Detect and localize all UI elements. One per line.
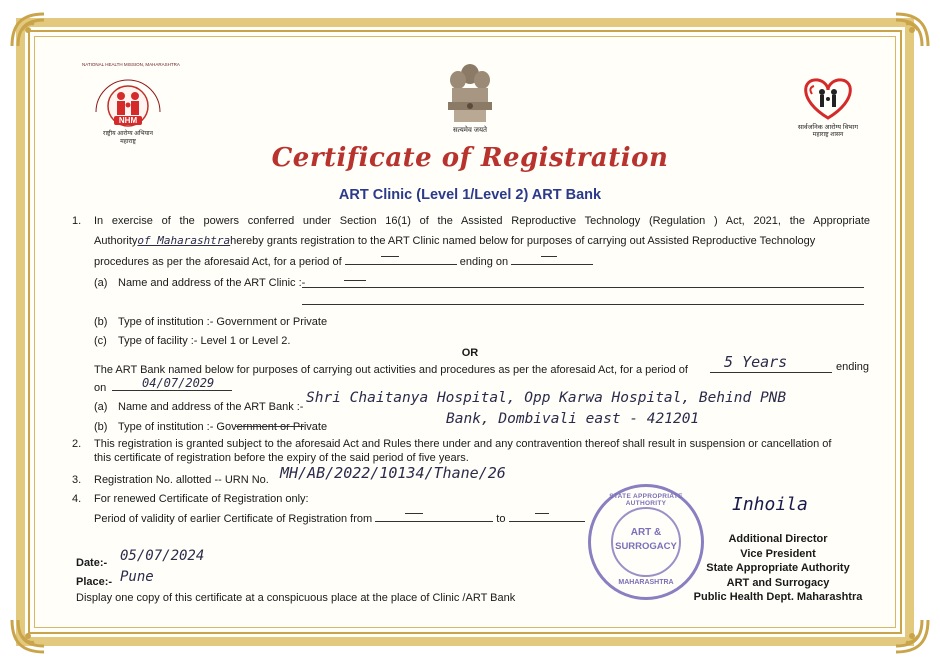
- date-handwritten: 05/07/2024: [120, 548, 205, 564]
- bank-on-label: on: [94, 382, 107, 394]
- public-health-caption-2: महाराष्ट्र शासन: [812, 132, 844, 138]
- nhm-logo: [82, 62, 180, 152]
- validity-to-blank: [509, 511, 585, 522]
- nhm-caption-2: महाराष्ट्र: [120, 139, 136, 145]
- bank-name-handwritten-1: Shri Chaitanya Hospital, Opp Karwa Hospital, Behind PNB: [306, 390, 787, 406]
- corner-ornament-icon: [892, 616, 932, 656]
- bank-name-handwritten-2: Bank, Dombivali east - 421201: [446, 411, 700, 427]
- clause1-a-text: Name and address of the ART Clinic :-: [118, 277, 306, 289]
- nhm-caption-1: राष्ट्रीय आरोग्य अभियान: [103, 131, 153, 137]
- clause4-line2: [94, 511, 585, 526]
- or-separator: OR: [461, 347, 479, 359]
- certificate-subtitle: ART Clinic (Level 1/Level 2) ART Bank: [338, 187, 602, 203]
- clause-number: 4.: [72, 493, 82, 505]
- signature: Inhoila: [732, 494, 808, 515]
- national-emblem: [440, 60, 500, 140]
- strike-government: [236, 426, 304, 427]
- period-blank: [345, 254, 457, 265]
- validity-from-blank: [375, 511, 493, 522]
- bank-a-label: (a): [94, 401, 108, 413]
- certificate-title: Certificate of Registration: [271, 143, 669, 173]
- corner-ornament-icon: [8, 10, 48, 50]
- clause4-line1: For renewed Certificate of Registration only:: [94, 493, 309, 505]
- emblem-caption: सत्यमेव जयते: [452, 127, 488, 134]
- clause-number: 1.: [72, 215, 82, 227]
- public-health-caption-1: सार्वजनिक आरोग्य विभाग: [797, 124, 859, 131]
- clause1-line2: [94, 234, 815, 248]
- official-stamp: [588, 484, 704, 600]
- corner-ornament-icon: [892, 10, 932, 50]
- signatory-line-4: ART and Surrogacy: [726, 576, 830, 589]
- signatory-line-5: Public Health Dept. Maharashtra: [693, 591, 863, 603]
- ending-on-label: ending on: [459, 256, 509, 268]
- clause-number: 3.: [72, 474, 82, 486]
- authority-label: Authority: [94, 235, 138, 247]
- urn-handwritten: MH/AB/2022/10134/Thane/26: [280, 464, 506, 482]
- authority-handwritten: of Maharashtra: [137, 234, 231, 247]
- public-health-logo: [788, 72, 868, 152]
- lion-capital-icon: [440, 60, 500, 126]
- bank-line1: The ART Bank named below for purposes of carrying out activities and procedures as per the aforesaid Act, for a period of: [94, 364, 688, 376]
- clinic-address-dash: [344, 280, 366, 281]
- signatory-line-3: State Appropriate Authority: [706, 562, 850, 574]
- date-label: Date:-: [76, 557, 108, 569]
- bank-b-label: (b): [94, 421, 108, 433]
- bank-period-handwritten: 5 Years: [724, 353, 788, 371]
- bank-period-blank: [710, 372, 832, 373]
- clause2-line1: This registration is granted subject to the aforesaid Act and Rules there under and any contravention thereof shall result in suspension or cancellation of: [94, 438, 832, 450]
- signatory-line-1: Additional Director: [728, 533, 828, 545]
- stamp-ring-text: STATE APPROPRIATE AUTHORITY: [609, 493, 683, 507]
- clause1-line1: In exercise of the powers conferred under Section 16(1) of the Assisted Reproductive Technology (Regulation ) Act, 2021, the Appropriate: [94, 215, 870, 227]
- nhm-badge: NHM: [118, 116, 138, 125]
- bank-ending-handwritten: 04/07/2029: [142, 376, 215, 390]
- clinic-address-blank-2: [302, 304, 864, 305]
- bank-a-text: Name and address of the ART Bank :-: [118, 401, 304, 413]
- clause1-b-text: Type of institution :- Government or Private: [118, 316, 328, 328]
- stamp-bottom-text: MAHARASHTRA: [618, 579, 674, 586]
- bank-ending-label: ending: [836, 361, 870, 373]
- period-label: procedures as per the aforesaid Act, for a period of: [94, 256, 342, 268]
- clause1-line3: [94, 254, 593, 269]
- ending-on-blank: [511, 254, 593, 265]
- clause1-c-text: Type of facility :- Level 1 or Level 2.: [118, 335, 291, 347]
- signatory-block: [688, 532, 868, 605]
- clause1-b-label: (b): [94, 316, 108, 328]
- place-label: Place:-: [76, 576, 113, 588]
- authority-rest: hereby grants registration to the ART Clinic named below for purposes of carrying out Assisted Reproductive Technology: [230, 235, 816, 247]
- bank-ending-blank: [112, 390, 232, 391]
- clause1-a-label: (a): [94, 277, 108, 289]
- stamp-line-1: ART &: [630, 527, 662, 538]
- clause3-text: Registration No. allotted -- URN No.: [94, 474, 269, 486]
- clause1-c-label: (c): [94, 335, 107, 347]
- validity-from-label: Period of validity of earlier Certificate of Registration from: [94, 513, 373, 525]
- validity-to-label: to: [496, 513, 506, 525]
- bank-b-text: Type of institution :- Government or Private: [118, 421, 328, 433]
- corner-ornament-icon: [8, 616, 48, 656]
- clinic-address-blank-1: [302, 287, 864, 288]
- heart-family-icon: [788, 72, 868, 122]
- nhm-ring-text: NATIONAL HEALTH MISSION, MAHARASHTRA: [82, 62, 180, 67]
- display-note: Display one copy of this certificate at a conspicuous place at the place of Clinic /ART Bank: [76, 592, 516, 604]
- clause-number: 2.: [72, 438, 82, 450]
- stamp-line-2: SURROGACY: [615, 541, 677, 552]
- signatory-line-2: Vice President: [740, 547, 816, 560]
- place-handwritten: Pune: [120, 569, 154, 585]
- clause2-line2: this certificate of registration before the expiry of the said period of five years.: [94, 452, 469, 464]
